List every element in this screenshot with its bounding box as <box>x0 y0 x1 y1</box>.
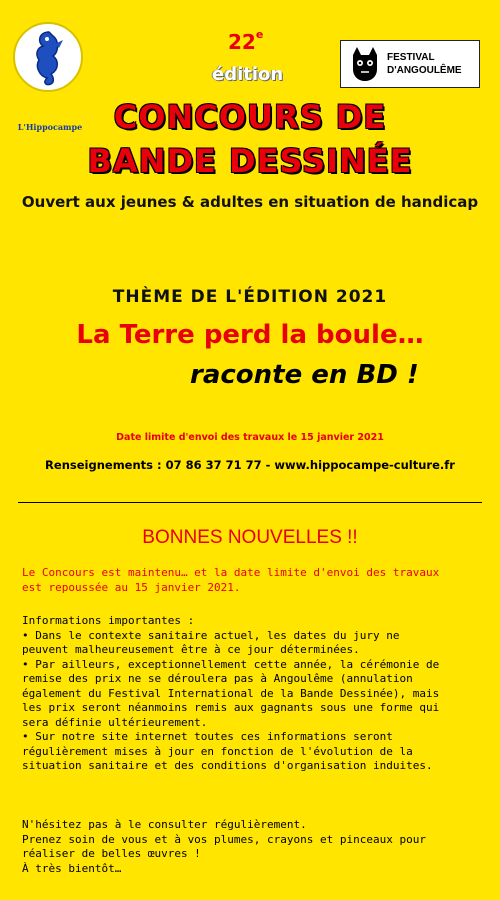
news-title: BONNES NOUVELLES !! <box>142 527 358 548</box>
news-body: Informations importantes : • Dans le contexte sanitaire actuel, les dates du jury ne peuvent malheureusement être à ce jour déterminées. • Par ailleurs, exceptionnellement cette année, la cérémonie de remise des prix ne se déroulera pas à Angoulême (annulation également du Festival International de la Bande Dessinée), mais les prix seront néanmoins remis aux gagnants sous une forme qui sera définie ultérieurement. • Sur notre site internet toutes ces informations seront régulièrement mises à jour en fonction de l'évolution de la situation sanitaire et des conditions d'organisation induites. <box>22 614 440 772</box>
theme-sub: raconte en BD ! <box>190 360 419 390</box>
festival-angouleme-logo <box>340 40 480 88</box>
news-closing: N'hésitez pas à le consulter régulièrement. Prenez soin de vous et à vos plumes, crayons et pinceaux pour réaliser de belles œuvres ! À très bientôt… <box>22 818 426 875</box>
divider <box>18 502 482 503</box>
title-line-1: CONCOURS DE <box>113 98 387 136</box>
subtitle: Ouvert aux jeunes & adultes en situation de handicap <box>21 193 479 211</box>
seahorse-icon <box>13 22 83 92</box>
edition-word: édition <box>212 64 284 85</box>
news-intro: Le Concours est maintenu… et la date limite d'envoi des travaux est repoussée au 15 janvier 2021. <box>22 566 440 594</box>
hippocampe-caption: L'Hippocampe <box>17 122 83 132</box>
title-line-2: BANDE DESSINÉE <box>87 142 413 180</box>
contact-info: Renseignements : 07 86 37 71 77 - www.hippocampe-culture.fr <box>45 458 455 472</box>
deadline-notice: Date limite d'envoi des travaux le 15 janvier 2021 <box>116 432 384 443</box>
theme-main: La Terre perd la boule… <box>76 320 424 350</box>
edition-number: 22e <box>228 28 264 54</box>
cat-icon <box>347 45 383 83</box>
festival-text: FESTIVAL D'ANGOULÊME <box>387 52 462 76</box>
theme-label: THÈME DE L'ÉDITION 2021 <box>112 287 388 307</box>
